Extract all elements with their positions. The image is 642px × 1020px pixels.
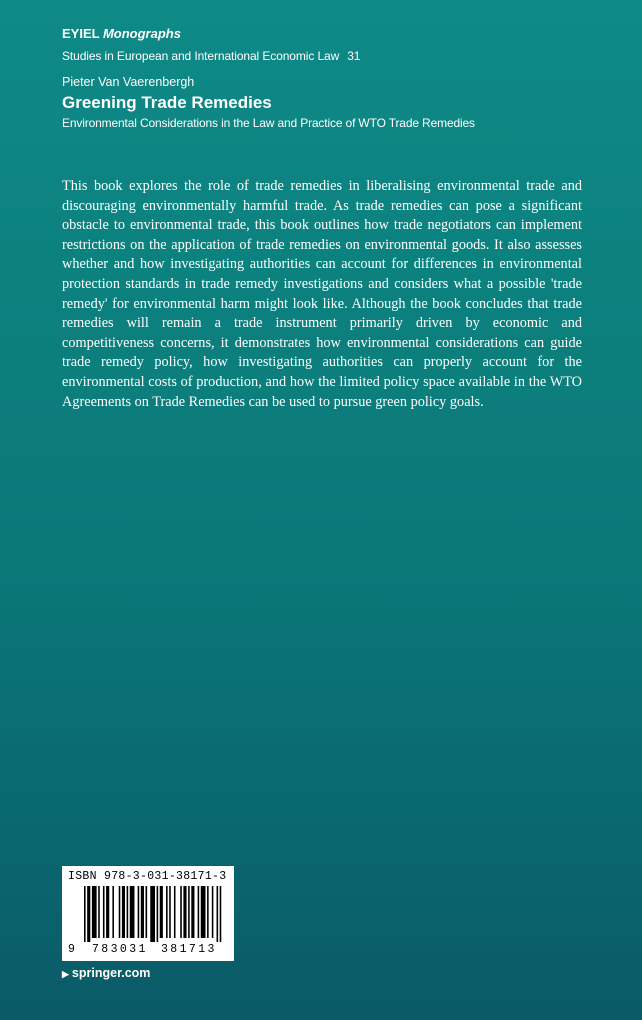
barcode-bar	[150, 886, 155, 942]
barcode-bar	[130, 886, 135, 938]
series-name: Studies in European and International Economic Law	[62, 49, 340, 63]
barcode-bar	[141, 886, 144, 938]
book-subtitle: Environmental Considerations in the Law and Practice of WTO Trade Remedies	[62, 116, 475, 130]
barcode-digit-first: 9	[68, 943, 75, 956]
isbn-barcode-box	[62, 866, 234, 961]
barcode-bar	[92, 886, 97, 938]
barcode-bar	[212, 886, 214, 938]
barcode-bar	[166, 886, 168, 938]
barcode-bar	[157, 886, 159, 942]
book-author: Pieter Van Vaerenbergh	[62, 75, 195, 89]
barcode-bar	[122, 886, 125, 938]
series-volume: 31	[347, 49, 361, 63]
barcode-bar	[169, 886, 171, 938]
barcode-bar	[103, 886, 105, 938]
book-blurb: This book explores the role of trade remedies in liberalising environmental trade and discouraging environmentally harmful trade. As trade remedies can pose a significant obstacle to environmental trade, this book outlines how trade negotiators can implement restrictions on the application of trade remedies on environmental goods. It also assesses whether and how investigating authorities can account for differences in environmental protection standards in trade remedy investigations and considers what a possible 'trade remedy' for environmental harm might look like. Although the book concludes that trade remedies will remain a trade instrument primarily driven by economic and competitiveness concerns, it demonstrates how environmental considerations can guide trade remedy policy, how investigating authorities can properly account for the environmental costs of production, and how the limited policy space available in the WTO Agreements on Trade Remedies can be used to pursue green policy goals.	[62, 178, 582, 410]
publisher-url: springer.com	[71, 966, 151, 980]
barcode-bar	[198, 886, 200, 938]
barcode-bar	[180, 886, 182, 938]
cover-header	[62, 26, 622, 131]
book-title: Greening Trade Remedies	[62, 93, 272, 112]
barcode-bar	[183, 886, 186, 938]
barcode-bar	[207, 886, 209, 938]
barcode-bar	[98, 886, 100, 938]
barcode-bar	[87, 886, 90, 942]
barcode-bar	[188, 886, 190, 938]
barcode-bar	[119, 886, 121, 938]
barcode-bar	[106, 886, 109, 938]
series-brand-name: Monographs	[102, 26, 181, 41]
series-brand	[62, 26, 622, 42]
barcode-bar	[146, 886, 148, 938]
barcode-bar	[112, 886, 114, 938]
barcode-bar	[160, 886, 163, 938]
barcode-bar	[127, 886, 129, 938]
barcode-bar	[220, 886, 222, 942]
barcode-bar	[138, 886, 140, 938]
isbn-label: ISBN 978-3-031-38171-3	[68, 870, 227, 883]
barcode-digits	[62, 943, 234, 957]
barcode-bar	[174, 886, 176, 938]
barcode-bar	[84, 886, 86, 942]
triangle-right-icon: ▶	[62, 969, 69, 979]
series-line	[62, 49, 622, 64]
barcode-bar	[217, 886, 219, 942]
barcode-bar	[191, 886, 194, 938]
publisher-link[interactable]	[62, 965, 150, 982]
barcode-digit-group2: 381713	[161, 943, 217, 956]
series-brand-prefix: EYIEL	[62, 26, 100, 41]
barcode-graphic	[84, 886, 226, 942]
barcode-bar	[201, 886, 206, 938]
barcode-digit-group1: 783031	[92, 943, 148, 956]
